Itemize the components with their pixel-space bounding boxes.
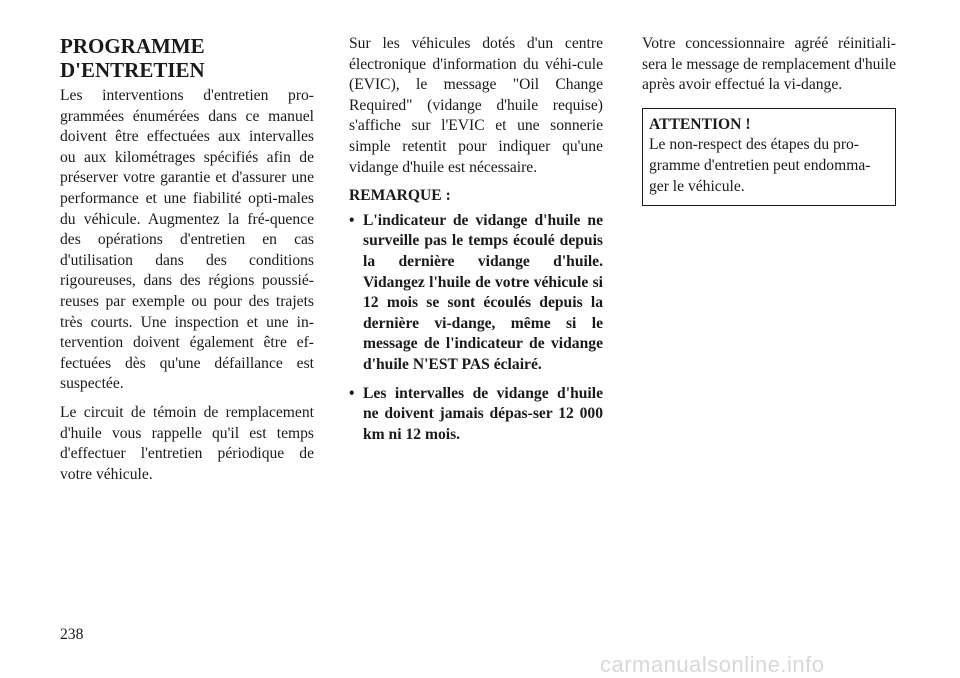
section-heading: PROGRAMME D'ENTRETIEN	[60, 34, 205, 82]
column-left	[60, 34, 314, 493]
warning-text: Le non-respect des étapes du pro-gramme d'entretien peut endomma-ger le véhicule.	[649, 136, 871, 195]
watermark: carmanualsonline.info	[600, 652, 825, 677]
column-right	[642, 34, 896, 206]
note-bullet-item: • Les intervalles de vidange d'huile ne doivent jamais dépas-ser 12 000 km ni 12 mois.	[349, 384, 603, 446]
warning-box	[642, 108, 896, 206]
note-bullet-item: • L'indicateur de vidange d'huile ne surveille pas le temps écoulé depuis la dernière vidange d'huile. Vidangez l'huile de votre véhicule si 12 mois se sont écoulés depuis la dernière vi-dange, même si le message de l'indicateur de vidange d'huile N'EST PAS éclairé.	[349, 211, 603, 376]
intro-paragraph: Les interventions d'entretien pro-grammées énumérées dans ce manuel doivent être effectuées aux intervalles ou aux kilométrages spécifiés afin de préserver votre garantie et d'assurer une performance et une fiabilité opti-males du véhicule. Augmentez la fré-quence des opérations d'entretien en cas d'utilisation dans des conditions rigoureuses, dans des régions poussié-reuses par exemple ou pour des trajets très courts. Une inspection et une in-tervention doivent également être ef-fectuées dès qu'une défaillance est suspectée.	[60, 87, 314, 393]
note-bullet-list	[349, 211, 603, 446]
column-middle	[349, 34, 603, 453]
warning-title: ATTENTION !	[649, 115, 751, 133]
note-label: REMARQUE :	[349, 187, 451, 205]
evic-paragraph: Sur les véhicules dotés d'un centre électronique d'information du véhi-cule (EVIC), le message "Oil Change Required" (vidange d'huile requise) s'affiche sur l'EVIC et une sonnerie simple retentit pour indiquer qu'une vidange d'huile est nécessaire.	[349, 35, 603, 176]
page-number: 238	[60, 626, 84, 643]
oil-indicator-paragraph: Le circuit de témoin de remplacement d'huile vous rappelle qu'il est temps d'effectuer l'entretien périodique de votre véhicule.	[60, 403, 314, 483]
dealer-reset-paragraph: Votre concessionnaire agréé réinitiali-sera le message de remplacement d'huile après avoir effectué la vi-dange.	[642, 35, 896, 94]
